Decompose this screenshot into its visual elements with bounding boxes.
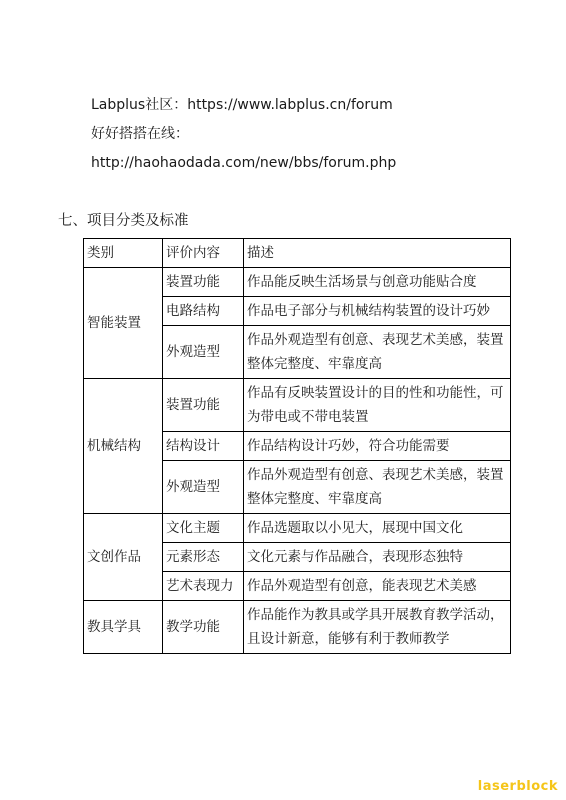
criterion-item: 外观造型 [163, 461, 244, 514]
category-teaching-aids: 教具学具 [84, 601, 163, 654]
criterion-description: 作品选题取以小见大，展现中国文化 [244, 514, 511, 543]
criterion-item: 文化主题 [163, 514, 244, 543]
criterion-description: 作品外观造型有创意、表现艺术美感，装置整体完整度、牢靠度高 [244, 326, 511, 379]
haohaodada-label: 好好搭搭在线： [91, 126, 189, 142]
criterion-item: 电路结构 [163, 297, 244, 326]
criterion-description: 作品能反映生活场景与创意功能贴合度 [244, 268, 511, 297]
criterion-item: 装置功能 [163, 268, 244, 297]
criteria-table [83, 238, 511, 654]
criterion-description: 作品结构设计巧妙，符合功能需要 [244, 432, 511, 461]
labplus-community-link: Labplus社区：https://www.labplus.cn/forum [91, 97, 393, 113]
table-row [84, 514, 511, 543]
criterion-description: 作品外观造型有创意，能表现艺术美感 [244, 572, 511, 601]
table-row [84, 268, 511, 297]
criterion-item: 教学功能 [163, 601, 244, 654]
criterion-item: 装置功能 [163, 379, 244, 432]
criterion-description: 作品能作为教具或学具开展教育教学活动，且设计新意，能够有利于教师教学 [244, 601, 511, 654]
haohaodada-url: http://haohaodada.com/new/bbs/forum.php [91, 155, 397, 171]
criterion-description: 作品有反映装置设计的目的性和功能性，可为带电或不带电装置 [244, 379, 511, 432]
criterion-description: 作品电子部分与机械结构装置的设计巧妙 [244, 297, 511, 326]
category-cultural-creative: 文创作品 [84, 514, 163, 601]
criterion-description: 文化元素与作品融合，表现形态独特 [244, 543, 511, 572]
watermark-logo: laserblock [477, 779, 558, 794]
header-item: 评价内容 [163, 239, 244, 268]
table-header-row [84, 239, 511, 268]
criterion-description: 作品外观造型有创意、表现艺术美感，装置整体完整度、牢靠度高 [244, 461, 511, 514]
table-row [84, 601, 511, 654]
category-mechanical: 机械结构 [84, 379, 163, 514]
table-row [84, 379, 511, 432]
header-category: 类别 [84, 239, 163, 268]
criterion-item: 艺术表现力 [163, 572, 244, 601]
category-smart-device: 智能装置 [84, 268, 163, 379]
header-description: 描述 [244, 239, 511, 268]
criterion-item: 元素形态 [163, 543, 244, 572]
criterion-item: 结构设计 [163, 432, 244, 461]
section-heading: 七、项目分类及标准 [58, 213, 189, 229]
criterion-item: 外观造型 [163, 326, 244, 379]
